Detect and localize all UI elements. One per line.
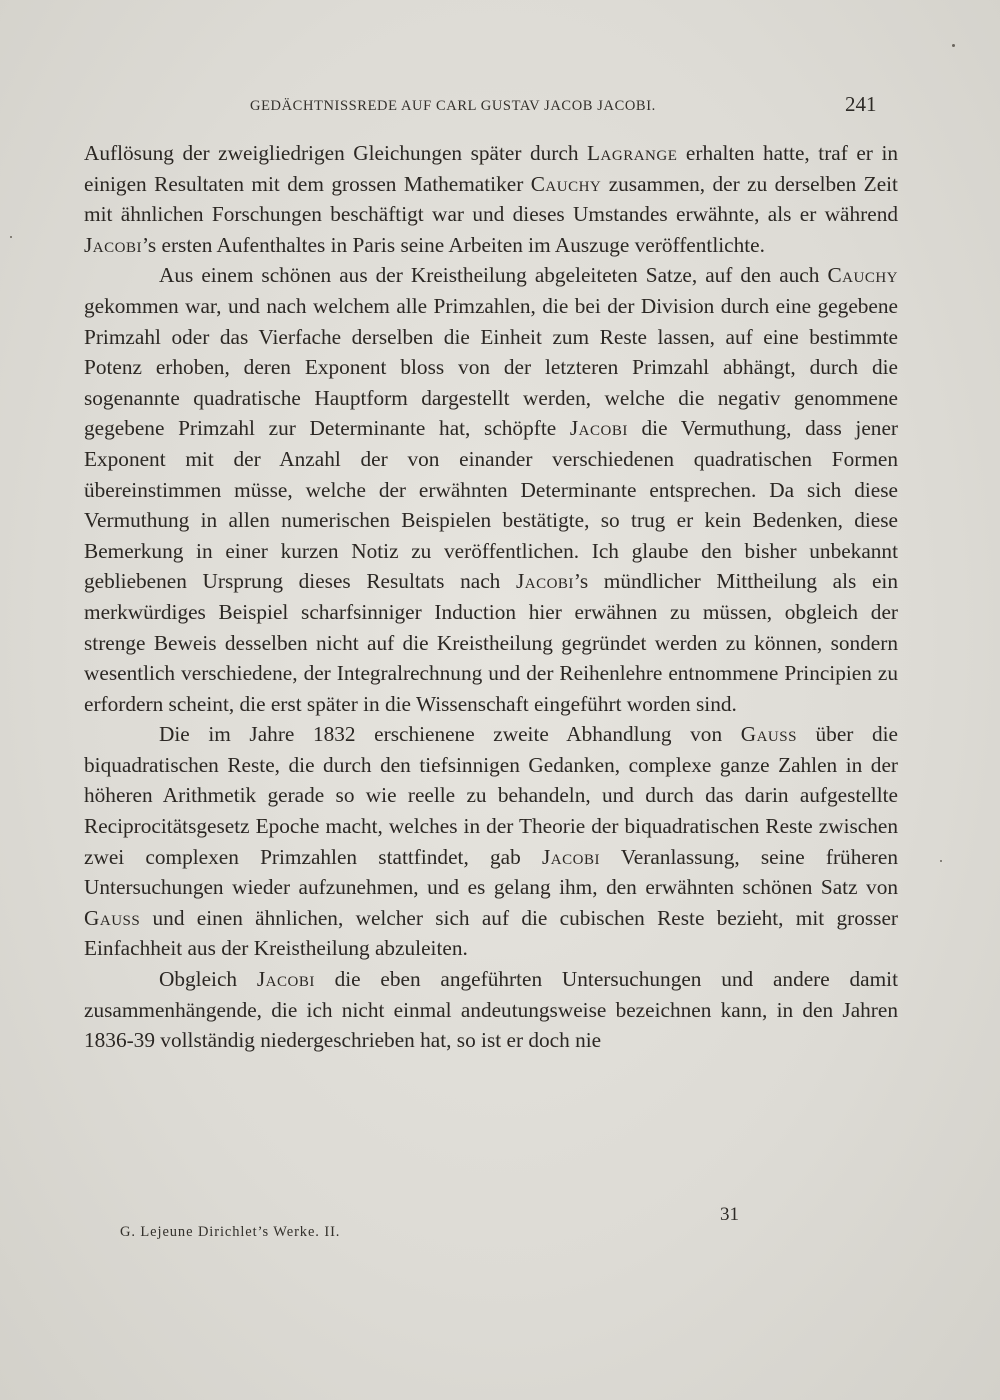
printer-signature-mark: 31 <box>720 1204 739 1225</box>
person-name: Gauss <box>740 722 797 747</box>
text-run: Auflösung der zweigliedrigen Gleichungen später durch <box>84 141 588 165</box>
text-run: ’s ersten Aufenthaltes in Paris seine Arbeiten im Auszuge veröffentlichte. <box>141 232 765 257</box>
paper-speck <box>940 860 942 862</box>
paper-speck <box>10 236 12 238</box>
paper-speck <box>952 44 955 47</box>
text-run: gekommen war, und nach welchem alle Primzahlen, die bei der Division durch eine gegebene Primzahl oder das Vierfache derselben die Einheit zum Reste lassen, auf eine bestimmte Potenz erhoben, deren Exponent bloss von der letzteren Primzahl abhängt, durch die sogenannte quadratische Hauptform dargestellt werden, welche die negativ genommene gegebene Primzahl zur Determinante hat, schöpfte <box>84 293 898 441</box>
person-name: Jacobi <box>541 844 600 869</box>
paragraph <box>84 138 898 260</box>
text-run: Veranlassung, seine früheren Untersuchungen wieder aufzunehmen, und es gelang ihm, den erwähnten schönen Satz von <box>84 844 898 900</box>
running-title: GEDÄCHTNISSREDE AUF CARL GUSTAV JACOB JACOBI. <box>250 98 656 114</box>
paragraph <box>84 964 898 1056</box>
text-run: ’s mündlicher Mittheilung als ein merkwürdiges Beispiel scharfsinniger Induction hier erwähnen zu müssen, obgleich der strenge Beweis desselben nicht auf die Kreistheilung gegründet werden zu können, sondern wesentlich verschiedene, der Integralrechnung und der Reihenlehre entnommene Principien zu erfordern scheint, die erst später in die Wissenschaft eingeführt worden sind. <box>84 569 898 716</box>
person-name: Jacobi <box>515 569 574 594</box>
person-name: Cauchy <box>827 263 898 288</box>
person-name: Lagrange <box>587 141 678 165</box>
text-run: die eben angeführten Untersuchungen und andere damit zusammenhängende, die ich nicht einmal andeutungsweise bezeichnen kann, in den Jahren 1836-39 vollständig niedergeschrieben hat, so ist er doch nie <box>84 967 898 1053</box>
paragraph <box>84 719 898 964</box>
person-name: Jacobi <box>84 232 142 257</box>
person-name: Cauchy <box>530 171 602 196</box>
person-name: Jacobi <box>256 967 315 992</box>
text-run: Aus einem schönen aus der Kreistheilung abgeleiteten Satze, auf den auch <box>159 263 828 288</box>
person-name: Gauss <box>84 905 141 930</box>
body-text <box>84 138 898 1056</box>
text-run: Die im Jahre 1832 erschienene zweite Abhandlung von <box>159 722 741 747</box>
person-name: Jacobi <box>569 416 628 441</box>
text-run: Obgleich <box>159 967 257 992</box>
text-run: über die biquadratischen Reste, die durch den tiefsinnigen Gedanken, complexe ganze Zahlen in der höheren Arithmetik gerade so wie reelle zu behandeln, und durch das darin aufgestellte Reciprocitätsgesetz Epoche macht, welches in der Theorie der biquadratischen Reste zwischen zwei complexen Primzahlen stattfindet, gab <box>84 722 898 869</box>
text-run: die Vermuthung, dass jener Exponent mit der Anzahl der von einander verschiedenen quadratischen Formen übereinstimmen müsse, welche der erwähnten Determinante entsprechen. Da sich diese Vermuthung in allen numerischen Beispielen bestätigte, so trug er kein Bedenken, diese Bemerkung in einer kurzen Notiz zu veröffentlichen. Ich glaube den bisher unbekannt gebliebenen Ursprung dieses Resultats nach <box>84 416 898 594</box>
page-header <box>0 92 1000 122</box>
text-run: erhalten hatte, traf er in einigen Resultaten mit dem grossen Mathematiker <box>84 141 899 196</box>
text-run: und einen ähnlichen, welcher sich auf die cubischen Reste bezieht, mit grosser Einfachheit aus der Kreistheilung abzuleiten. <box>84 905 898 961</box>
footer-source-line: G. Lejeune Dirichlet’s Werke. II. <box>120 1224 341 1240</box>
text-run: zusammen, der zu derselben Zeit mit ähnlichen Forschungen beschäftigt war und dieses Umstandes erwähnte, als er während <box>84 171 898 227</box>
page-footer <box>0 1200 1000 1260</box>
paragraph <box>84 260 898 719</box>
page-number: 241 <box>845 92 877 116</box>
